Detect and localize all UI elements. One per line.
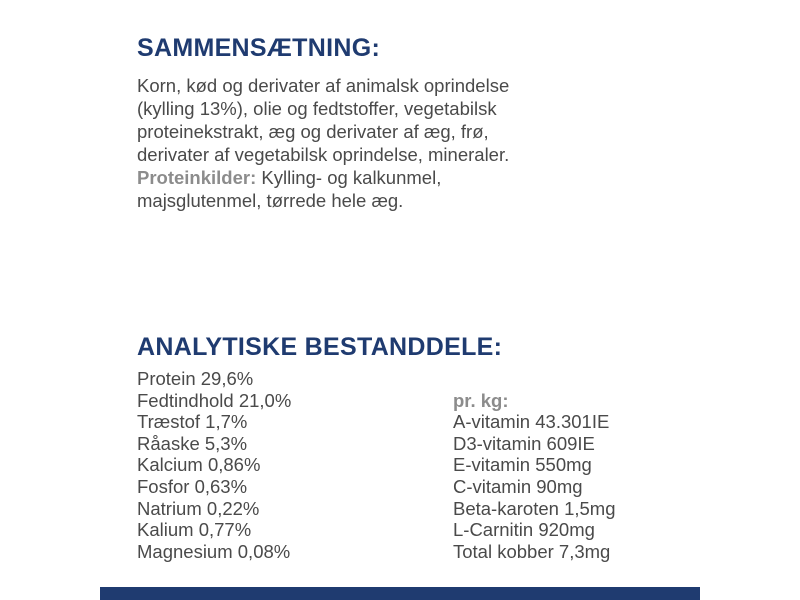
vitamin-item: E-vitamin 550mg [453,454,592,476]
analytical-item: Træstof 1,7% [137,411,248,433]
analytical-item: Kalium 0,77% [137,519,252,541]
vitamin-item: Total kobber 7,3mg [453,540,611,562]
analytical-item: Magnesium 0,08% [137,540,291,562]
analytical-item: Råaske 5,3% [137,432,248,454]
protein-sources-text: Kylling- og kalkunmel, [256,167,442,188]
composition-text [137,74,537,212]
protein-sources-line: majsglutenmel, tørrede hele æg. [137,190,404,211]
composition-line: derivater af vegetabilsk oprindelse, mineraler. [137,144,510,165]
analytical-item: Fedtindhold 21,0% [137,389,292,411]
analytical-item: Fosfor 0,63% [137,475,248,497]
vitamin-item: C-vitamin 90mg [453,475,583,497]
composition-line: proteinekstrakt, æg og derivater af æg, frø, [137,121,489,142]
analytical-item: Kalcium 0,86% [137,454,261,476]
vitamin-item: D3-vitamin 609IE [453,432,595,454]
composition-line: Korn, kød og derivater af animalsk oprindelse [137,75,510,96]
bottom-accent-bar [100,587,700,600]
protein-sources-label: Proteinkilder: [137,167,257,188]
analytical-right-list [453,368,615,562]
analytical-heading: ANALYTISKE BESTANDDELE: [137,333,503,361]
composition-line: (kylling 13%), olie og fedtstoffer, vegetabilsk [137,98,497,119]
vitamin-item: A-vitamin 43.301IE [453,411,610,433]
analytical-item: Protein 29,6% [137,368,254,389]
vitamin-item: L-Carnitin 920mg [453,519,595,541]
vitamin-item: Beta-karoten 1,5mg [453,497,616,519]
analytical-left-list [137,368,291,562]
per-kg-label: pr. kg: [453,389,509,411]
composition-heading: SAMMENSÆTNING: [137,34,381,62]
analytical-item: Natrium 0,22% [137,497,260,519]
protein-sources-line [137,166,537,189]
